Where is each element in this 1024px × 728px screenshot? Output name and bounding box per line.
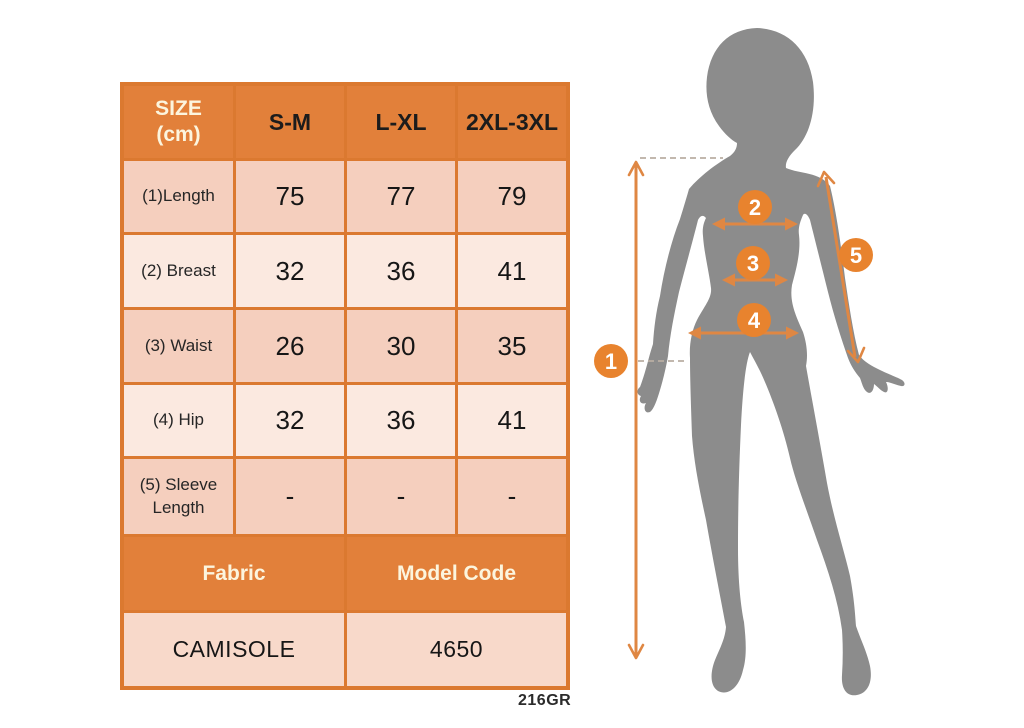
hip-l-xl: 36: [347, 385, 455, 456]
marker-2-label: 2: [748, 195, 762, 220]
length-arrow: [629, 162, 643, 658]
row-label-waist: (3) Waist: [124, 310, 233, 382]
marker-1-label: 1: [604, 349, 618, 374]
weight-footnote: 216GR: [518, 692, 572, 709]
length-l-xl: 77: [347, 161, 455, 232]
row-label-sleeve-length: (5) Sleeve Length: [124, 459, 233, 534]
breast-2xl-3xl: 41: [458, 235, 566, 307]
marker-5-label: 5: [849, 243, 863, 268]
hip-s-m: 32: [236, 385, 344, 456]
model-code-value: 4650: [347, 613, 566, 686]
column-header-s-m: S-M: [236, 86, 344, 158]
marker-4: [737, 303, 771, 337]
waist-s-m: 26: [236, 310, 344, 382]
measurement-diagram: [580, 0, 1024, 728]
sleeve-l-xl: -: [347, 459, 455, 534]
marker-2: [738, 190, 772, 224]
hip-2xl-3xl: 41: [458, 385, 566, 456]
marker-5: [839, 238, 873, 272]
waist-l-xl: 30: [347, 310, 455, 382]
row-label-breast: (2) Breast: [124, 235, 233, 307]
marker-3-label: 3: [746, 251, 760, 276]
fabric-value: CAMISOLE: [124, 613, 344, 686]
sleeve-s-m: -: [236, 459, 344, 534]
column-header-l-xl: L-XL: [347, 86, 455, 158]
size-header-cell: [124, 86, 233, 158]
length-s-m: 75: [236, 161, 344, 232]
row-label-length: (1)Length: [124, 161, 233, 232]
size-label-line2: (cm): [156, 123, 201, 146]
model-code-header: Model Code: [347, 537, 566, 610]
length-2xl-3xl: 79: [458, 161, 566, 232]
row-label-hip: (4) Hip: [124, 385, 233, 456]
waist-2xl-3xl: 35: [458, 310, 566, 382]
column-header-2xl-3xl: 2XL-3XL: [458, 86, 566, 158]
marker-4-label: 4: [747, 308, 761, 333]
sleeve-2xl-3xl: -: [458, 459, 566, 534]
body-silhouette: [637, 28, 904, 695]
size-table: [120, 82, 570, 690]
size-label-line1: SIZE: [155, 96, 202, 120]
breast-l-xl: 36: [347, 235, 455, 307]
marker-3: [736, 246, 770, 280]
marker-1: [594, 344, 628, 378]
breast-s-m: 32: [236, 235, 344, 307]
fabric-header: Fabric: [124, 537, 344, 610]
